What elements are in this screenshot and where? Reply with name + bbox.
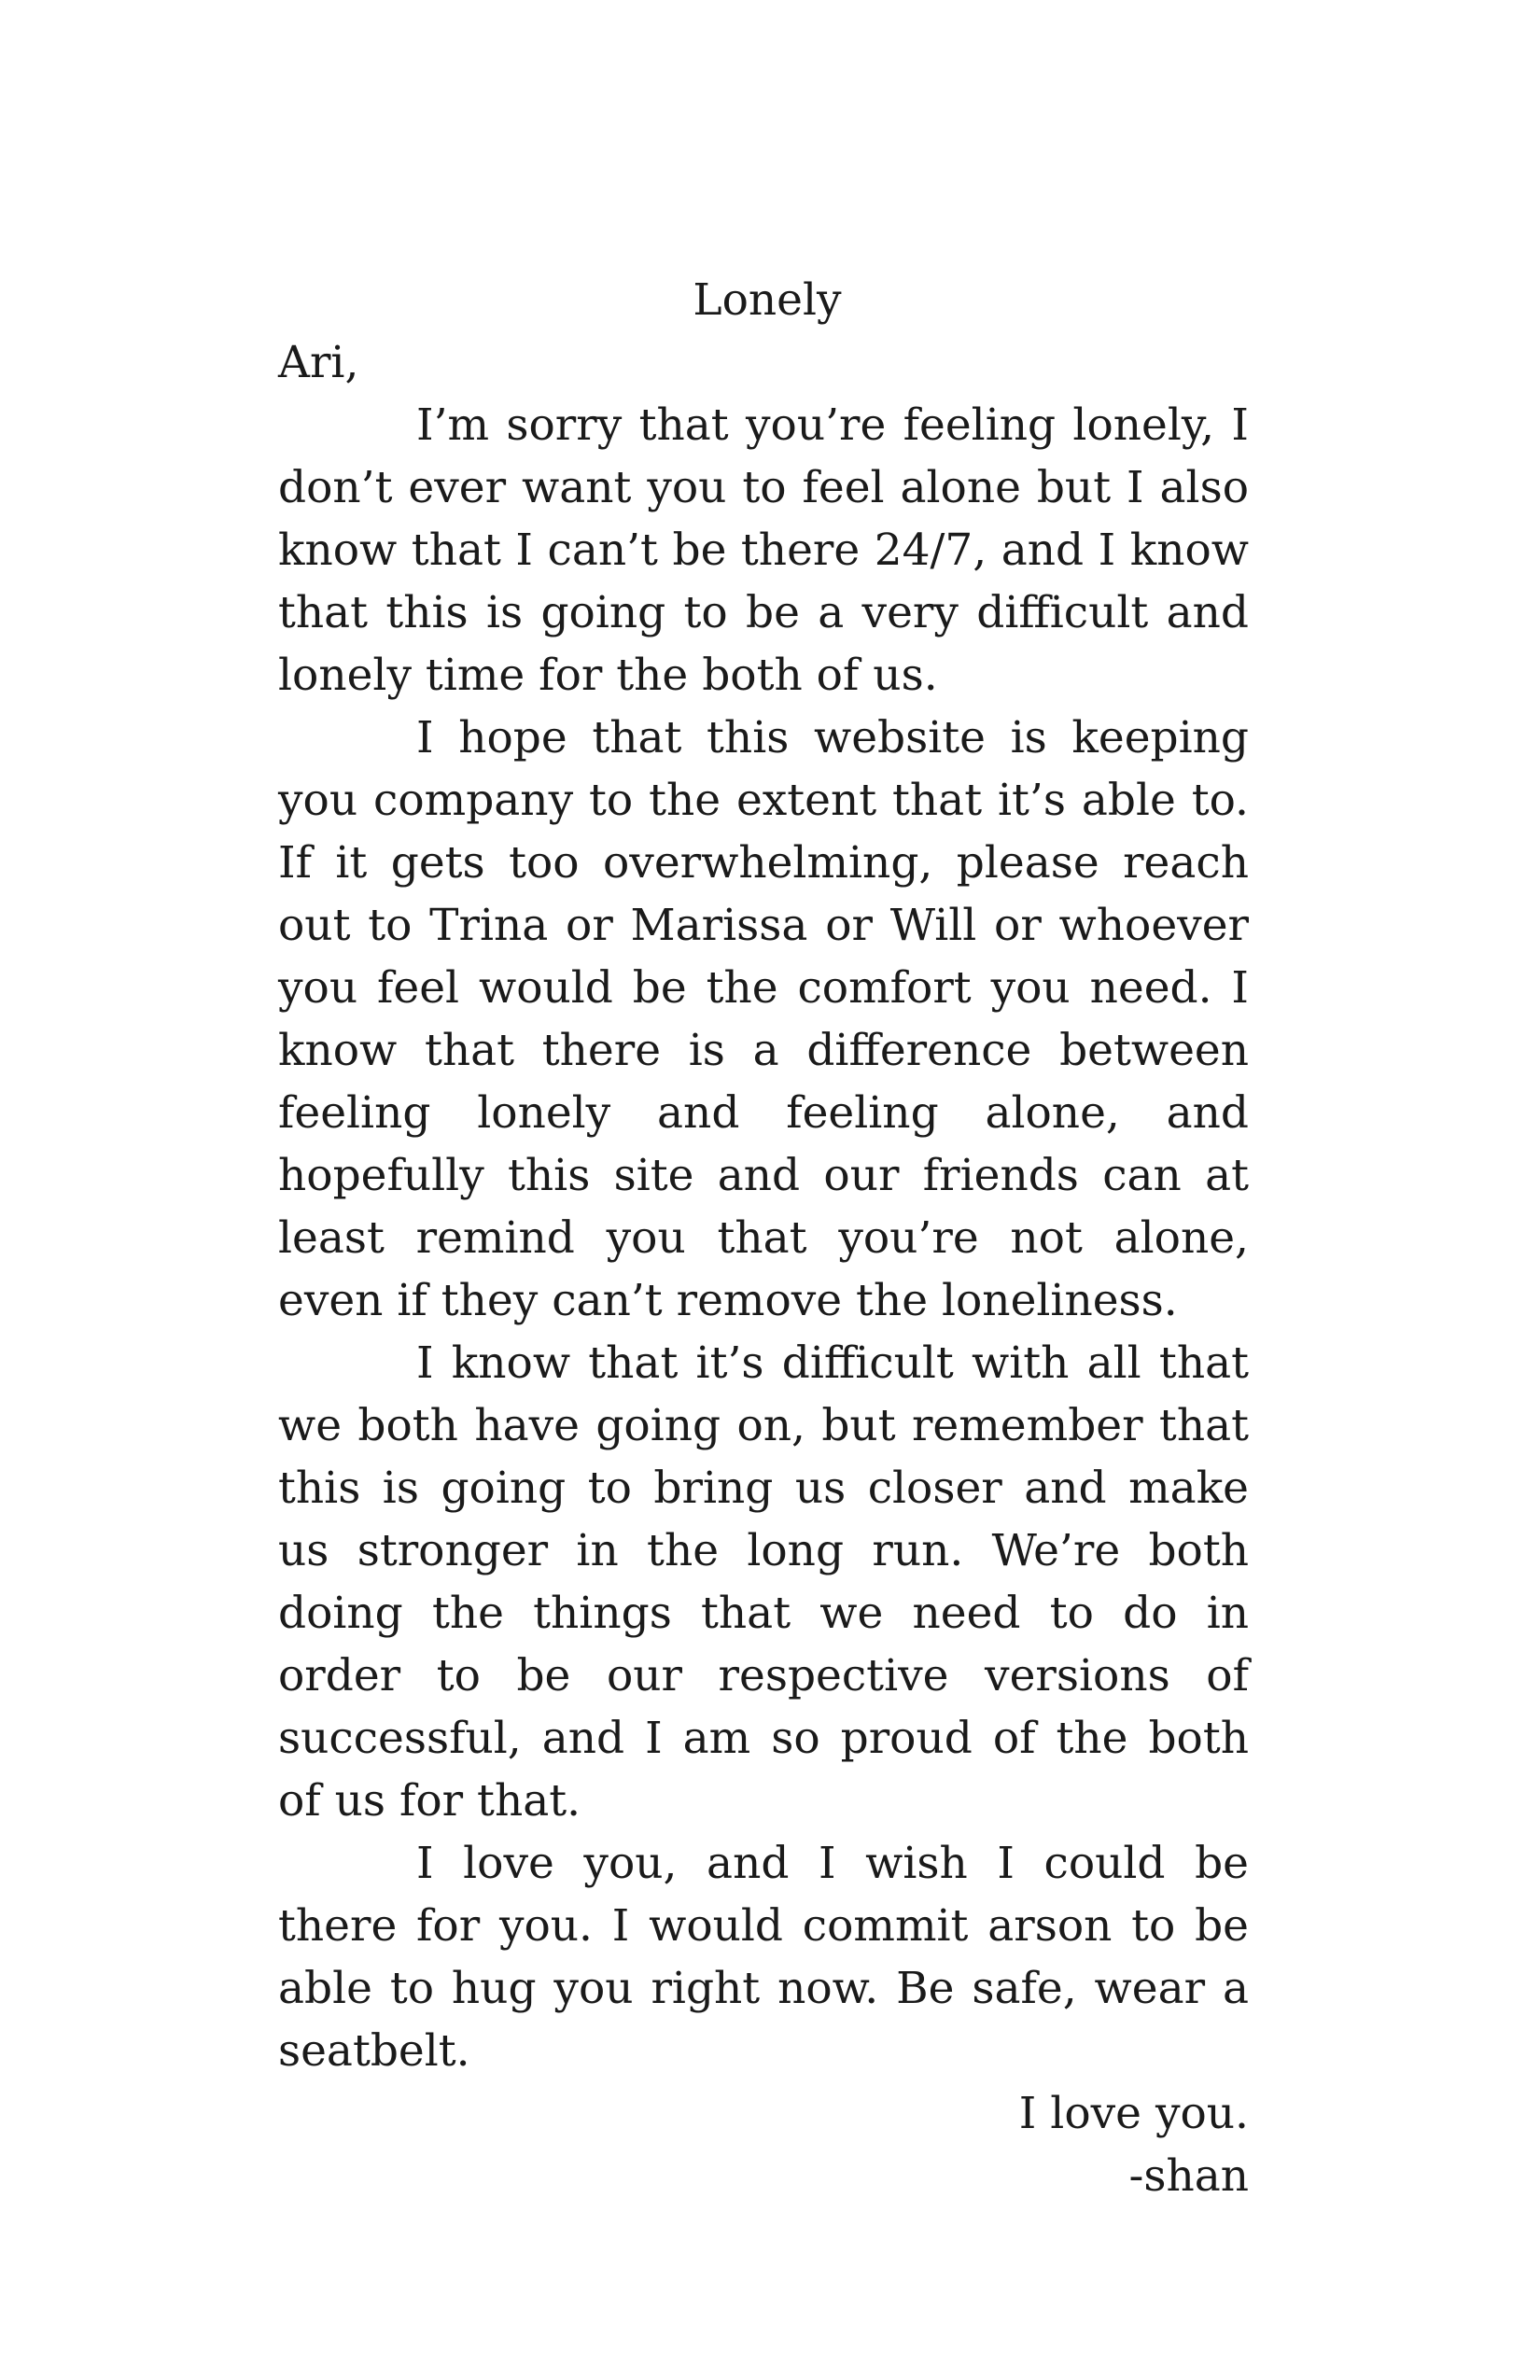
letter-page (278, 269, 1249, 2207)
letter-paragraph: I hope that this website is keeping you company to the extent that it’s able to. If it gets too overwhelming, please reach out to Trina or Marissa or Will or whoever you feel would be the comfort you need. I know that there is a difference between feeling lonely and feeling alone, and hopefully this site and our friends can at least remind you that you’re not alone, even if they can’t remove the loneliness. (278, 712, 1249, 1326)
letter-paragraph: I love you, and I wish I could be there for you. I would commit arson to be able to hug you right now. Be safe, wear a seatbelt. (278, 1838, 1249, 2077)
letter-closing: I love you. (1018, 2088, 1249, 2139)
letter-signature: -shan (1128, 2150, 1249, 2202)
letter-paragraph: I know that it’s difficult with all that we both have going on, but remember that this is going to bring us closer and make us stronger in the long run. We’re both doing the things that we need to do in order to be our respective versions of successful, and I am so proud of the both of us for that. (278, 1337, 1249, 1827)
letter-paragraph: I’m sorry that you’re feeling lonely, I don’t ever want you to feel alone but I also know that I can’t be there 24/7, and I know that this is going to be a very difficult and lonely time for the both of us. (278, 399, 1249, 701)
letter-title: Lonely (693, 274, 842, 326)
letter-greeting: Ari, (278, 337, 359, 388)
